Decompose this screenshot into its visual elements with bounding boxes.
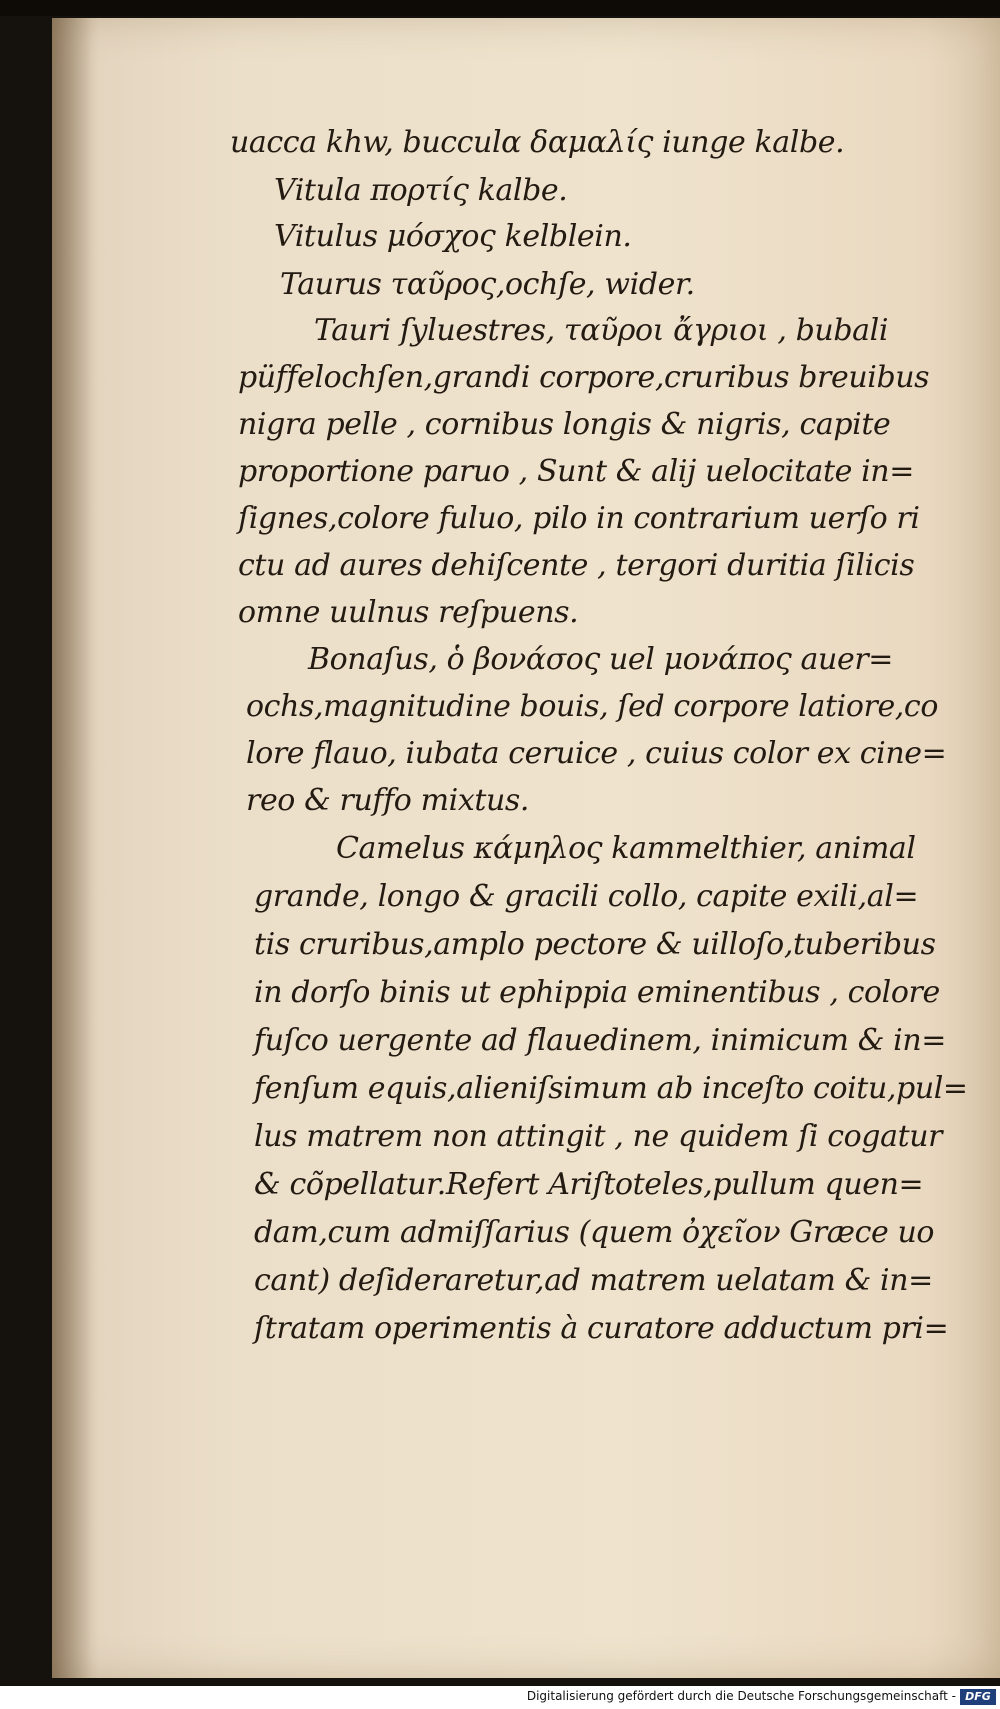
text-line: omne uulnus reſpuens. — [238, 595, 579, 630]
text-line: fuſco uergente ad flauedinem, inimicum & in= — [254, 1023, 946, 1058]
page-text — [52, 18, 1000, 1678]
text-line: Bonaſus, ὁ βονάσος uel μονάπος auer= — [308, 642, 893, 677]
footer-credit: Digitalisierung gefördert durch die Deutsche Forschungsgemeinschaft - — [526, 1689, 956, 1703]
text-line: lore flauo, iubata ceruice , cuius color ex cine= — [246, 736, 947, 771]
text-line: nigra pelle , cornibus longis & nigris, capite — [238, 407, 891, 442]
text-line: proportione paruo , Sunt & alij uelocitate in= — [238, 454, 914, 489]
text-line: püffelochſen,grandi corpore,cruribus breuibus — [238, 360, 930, 395]
text-line: grande, longo & gracili collo, capite exili,al= — [254, 879, 919, 914]
text-line: in dorſo binis ut ephippia eminentibus , colore — [254, 975, 940, 1010]
text-line: Vitulus μόσχος kelblein. — [274, 219, 632, 254]
text-line: cant) deſideraretur,ad matrem uelatam & in= — [254, 1263, 933, 1298]
text-line: Tauri ſyluestres, ταῦροι ἄγριοι , bubali — [314, 313, 889, 348]
text-line: uacca khw, bucculα δαμαλίς iunge kalbe. — [230, 125, 845, 160]
text-line: Vitula πορτίς kalbe. — [274, 173, 568, 208]
text-line: lus matrem non attingit , ne quidem ſi cogatur — [254, 1119, 943, 1154]
text-line: tis cruribus,amplo pectore & uilloſo,tuberibus — [254, 927, 936, 962]
dfg-logo-icon: DFG — [960, 1689, 996, 1705]
digitization-footer — [0, 1686, 1000, 1709]
text-line: Camelus κάμηλος kammelthier, animal — [336, 831, 916, 866]
text-line: dam,cum admiſſarius (quem ὀχεῖον Græce uo — [254, 1215, 935, 1250]
text-line: ſtratam operimentis à curatore adductum pri= — [254, 1311, 949, 1346]
text-line: Taurus ταῦρος,ochſe, wider. — [280, 267, 695, 302]
text-line: & cõpellatur.Refert Ariſtoteles,pullum quen= — [254, 1167, 924, 1202]
text-line: fenſum equis,alieniſsimum ab inceſto coitu,pul= — [254, 1071, 968, 1106]
text-line: ochs,magnitudine bouis, ſed corpore latiore,co — [246, 689, 938, 724]
text-line: ſignes,colore fuluo, pilo in contrarium uerſo ri — [238, 501, 920, 536]
text-line: ctu ad aures dehiſcente , tergori duritia ſilicis — [238, 548, 915, 583]
text-line: reo & ruffo mixtus. — [246, 783, 530, 818]
scan-top-edge — [0, 0, 1000, 16]
book-page — [52, 18, 1000, 1678]
